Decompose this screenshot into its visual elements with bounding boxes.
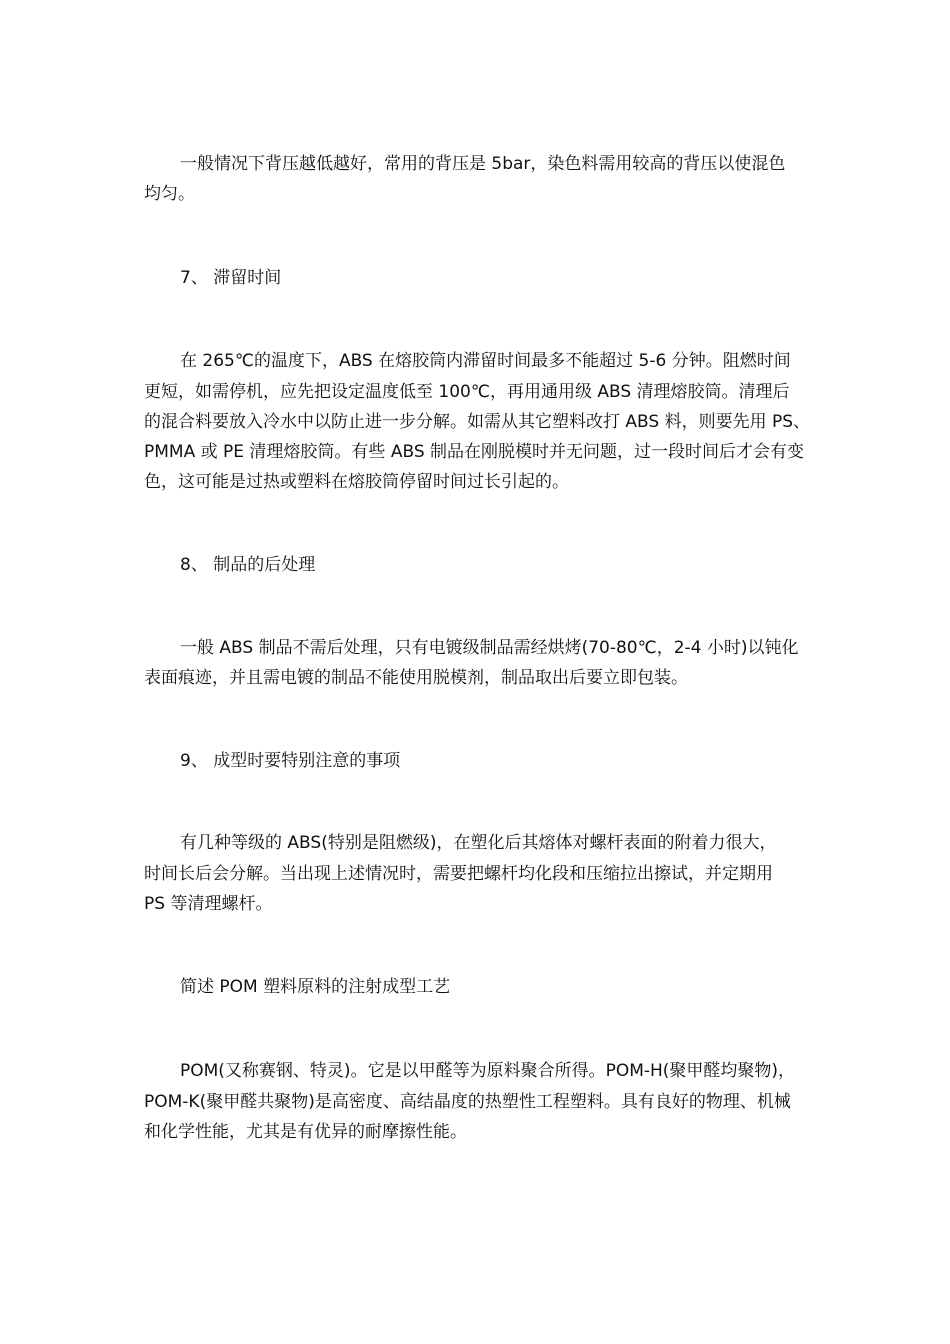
pom-section-heading: 简述 POM 塑料原料的注射成型工艺 — [180, 977, 451, 997]
text-line: 均匀。 — [144, 184, 195, 204]
text-line: PMMA 或 PE 清理熔胶筒。有些 ABS 制品在刚脱模时并无问题，过一段时间后才会有变 — [144, 442, 805, 462]
text-line: 一般情况下背压越低越好，常用的背压是 5bar，染色料需用较高的背压以使混色 — [180, 154, 786, 174]
text-line: 有几种等级的 ABS(特别是阻燃级)，在塑化后其熔体对螺杆表面的附着力很大， — [180, 833, 777, 853]
text-line: POM-K(聚甲醛共聚物)是高密度、高结晶度的热塑性工程塑料。具有良好的物理、机械 — [144, 1092, 791, 1112]
text-line: 表面痕迹，并且需电镀的制品不能使用脱模剂，制品取出后要立即包装。 — [144, 668, 688, 688]
section-heading-7: 7、 滞留时间 — [180, 268, 282, 288]
text-line: POM(又称赛钢、特灵)。它是以甲醛等为原料聚合所得。POM-H(聚甲醛均聚物)， — [180, 1061, 796, 1081]
text-line: 更短，如需停机，应先把设定温度低至 100℃，再用通用级 ABS 清理熔胶筒。清理后 — [144, 382, 790, 402]
text-line: PS 等清理螺杆。 — [144, 894, 273, 914]
text-line: 在 265℃的温度下，ABS 在熔胶筒内滞留时间最多不能超过 5-6 分钟。阻燃时间 — [180, 351, 791, 371]
text-line: 色，这可能是过热或塑料在熔胶筒停留时间过长引起的。 — [144, 472, 569, 492]
text-line: 和化学性能，尤其是有优异的耐摩擦性能。 — [144, 1122, 467, 1142]
text-line: 一般 ABS 制品不需后处理，只有电镀级制品需经烘烤(70-80℃，2-4 小时)以钝化 — [180, 638, 799, 658]
section-heading-9: 9、 成型时要特别注意的事项 — [180, 751, 401, 771]
text-line: 时间长后会分解。当出现上述情况时，需要把螺杆均化段和压缩拉出擦试，并定期用 — [144, 864, 773, 884]
text-line: 的混合料要放入冷水中以防止进一步分解。如需从其它塑料改打 ABS 料，则要先用 PS、 — [144, 412, 811, 432]
section-heading-8: 8、 制品的后处理 — [180, 555, 316, 575]
